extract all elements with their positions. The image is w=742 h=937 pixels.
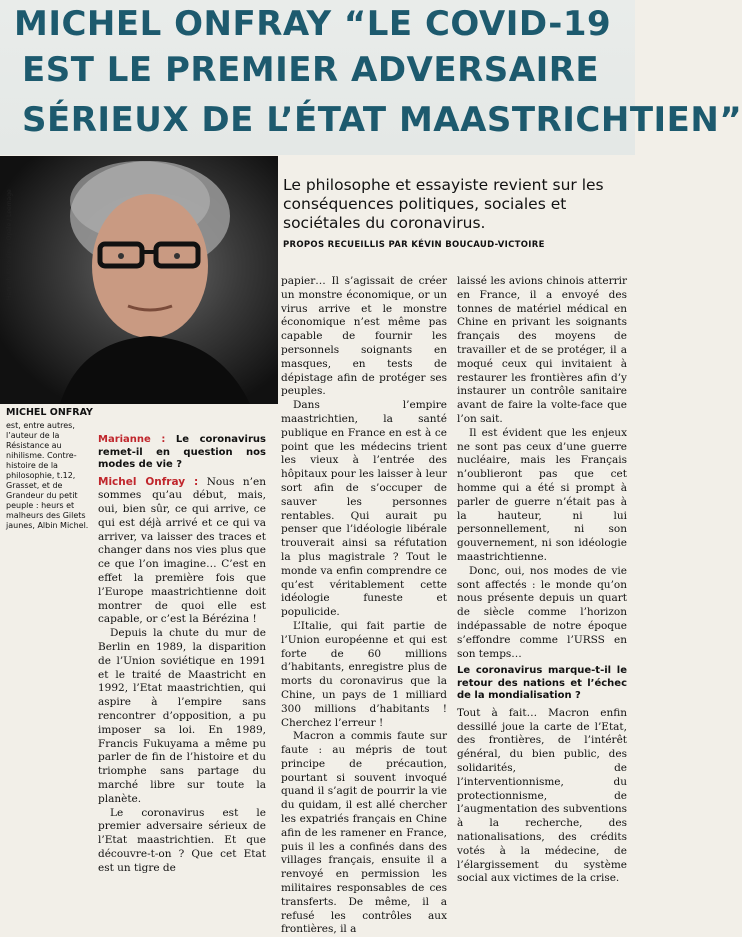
text-column-3 [457,275,627,886]
body-paragraph: Dans l’empire maastrichtien, la santé publique en France en est à ce point que les médecins trient les vieux à l’entrée des hôpitaux pour les laisser à leur sort afin de s’occuper de sauver les personnes rentables. Qui aurait pu penser que l’idéologie libérale trouverait ainsi sa réfutation la plus magistrale ? Tout le monde va enfin comprendre ce qu’est véritablement cette idéologie funeste et populicide. [281,399,447,619]
text-column-2 [281,275,447,937]
body-paragraph: Macron a commis faute sur faute : au mépris de tout principe de précaution, pourtant si souvent invoqué quand il s’agit de pourrir la vie du quidam, il est allé chercher les expatriés français en Chine afin de les ramener en France, puis il les a confinés dans des villages français, ensuite il a renvoyé en permission les militaires responsables de ces transferts. De même, il a refusé les contrôles aux frontières, il a [281,730,447,936]
author-bio: est, entre autres, l’auteur de la Résistance au nihilisme. Contre-histoire de la philosophie, t.12, Grasset, et de Grandeur du petit peuple : heurs et malheurs des Gilets jaunes, Albin Michel. [6,421,89,530]
answer-text: Nous n’en sommes qu’au début, mais, oui, bien sûr, ce qui arrive, ce qui est déjà arrivé et ce qui va arriver, va laisser des traces et changer dans nos vies plus que ce que l’on imagine… C’est en effet la première fois que l’Europe maastrichtienne doit montrer de quoi elle est capable, or c’est la Bérézina ! [98,475,266,626]
body-paragraph: papier… Il s’agissait de créer un monstre économique, or un virus arrive et le monstre économique n’est même pas capable de fournir les personnels soignants en masques, en tests de dépistage afin de protéger ses peuples. [281,275,447,398]
headline-line-3: SÉRIEUX DE L’ÉTAT MAASTRICHTIEN” [22,100,742,140]
interview-question-2: Le coronavirus marque-t-il le retour des nations et l’échec de la mondialisation ? [457,665,627,702]
text-column-1 [98,430,266,876]
headline-line-1: MICHEL ONFRAY “LE COVID-19 [14,4,612,44]
photo-credit: Hannah Assouline / Opale / Leemage [6,189,13,300]
headline-banner [0,0,742,155]
answer-paragraph [98,476,266,628]
interview-question-1 [98,434,266,472]
body-paragraph: Depuis la chute du mur de Berlin en 1989, la disparition de l’Union soviétique en 1991 et le traité de Maastricht en 1992, l’Etat maastrichtien, qui aspire à l’empire sans rencontrer d’opposition, a pu imposer sa loi. En 1989, Francis Fukuyama a même pu parler de fin de l’histoire et du triomphe sans partage du marché libre sur toute la planète. [98,627,266,805]
question-speaker: Marianne : [98,434,166,445]
author-portrait-photo [0,156,278,404]
body-paragraph: laissé les avions chinois atterrir en France, il a envoyé des tonnes de matériel médical en Chine en privant les soignants français des moyens de travailler et de se protéger, il a moqué ceux qui invitaient à restaurer les frontières afin d’y instaurer un contrôle sanitaire avant de faire la volte-face que l’on sait. [457,275,627,425]
headline-line-2: EST LE PREMIER ADVERSAIRE [22,50,600,90]
byline: PROPOS RECUEILLIS PAR KÉVIN BOUCAUD-VICTOIRE [283,240,545,250]
body-paragraph: Donc, oui, nos modes de vie sont affectés : le monde qu’on nous présente depuis un quart de siècle comme l’horizon indépassable de notre époque s’effondre comme l’URSS en son temps… [457,564,627,660]
body-paragraph: L’Italie, qui fait partie de l’Union européenne et qui est forte de 60 millions d’habitants, enregistre plus de morts du coronavirus que la Chine, un pays de 1 milliard 300 millions d’habitants ! Cherchez l’erreur ! [281,619,447,729]
body-paragraph: Il est évident que les enjeux ne sont pas ceux d’une guerre nucléaire, mais les Français n’oublieront pas que cet homme qui a été si prompt à parler de guerre n’était pas à la hauteur, ni lui personnellement, ni son gouvernement, ni son idéologie maastrichtienne. [457,426,627,563]
body-paragraph: Tout à fait… Macron enfin dessillé joue la carte de l’Etat, des frontières, de l’intérêt général, du bien public, des solidarités, de l’interventionnisme, du protectionnisme, de l’augmentation des subventions à la recherche, des nationalisations, des crédits votés à la médecine, de l’élargissement du système social aux victimes de la crise. [457,706,627,885]
question-text: Le coronavirus remet-il en question nos modes de vie ? [98,434,266,470]
author-name: MICHEL ONFRAY [6,407,93,418]
body-paragraph: Le coronavirus est le premier adversaire sérieux de l’Etat maastrichtien. Et que découvre-t-on ? Que cet Etat est un tigre de [98,806,266,874]
article-deck: Le philosophe et essayiste revient sur les conséquences politiques, sociales et sociétales du coronavirus. [283,176,604,232]
portrait-illustration [0,156,278,404]
answer-speaker: Michel Onfray : [98,475,199,488]
